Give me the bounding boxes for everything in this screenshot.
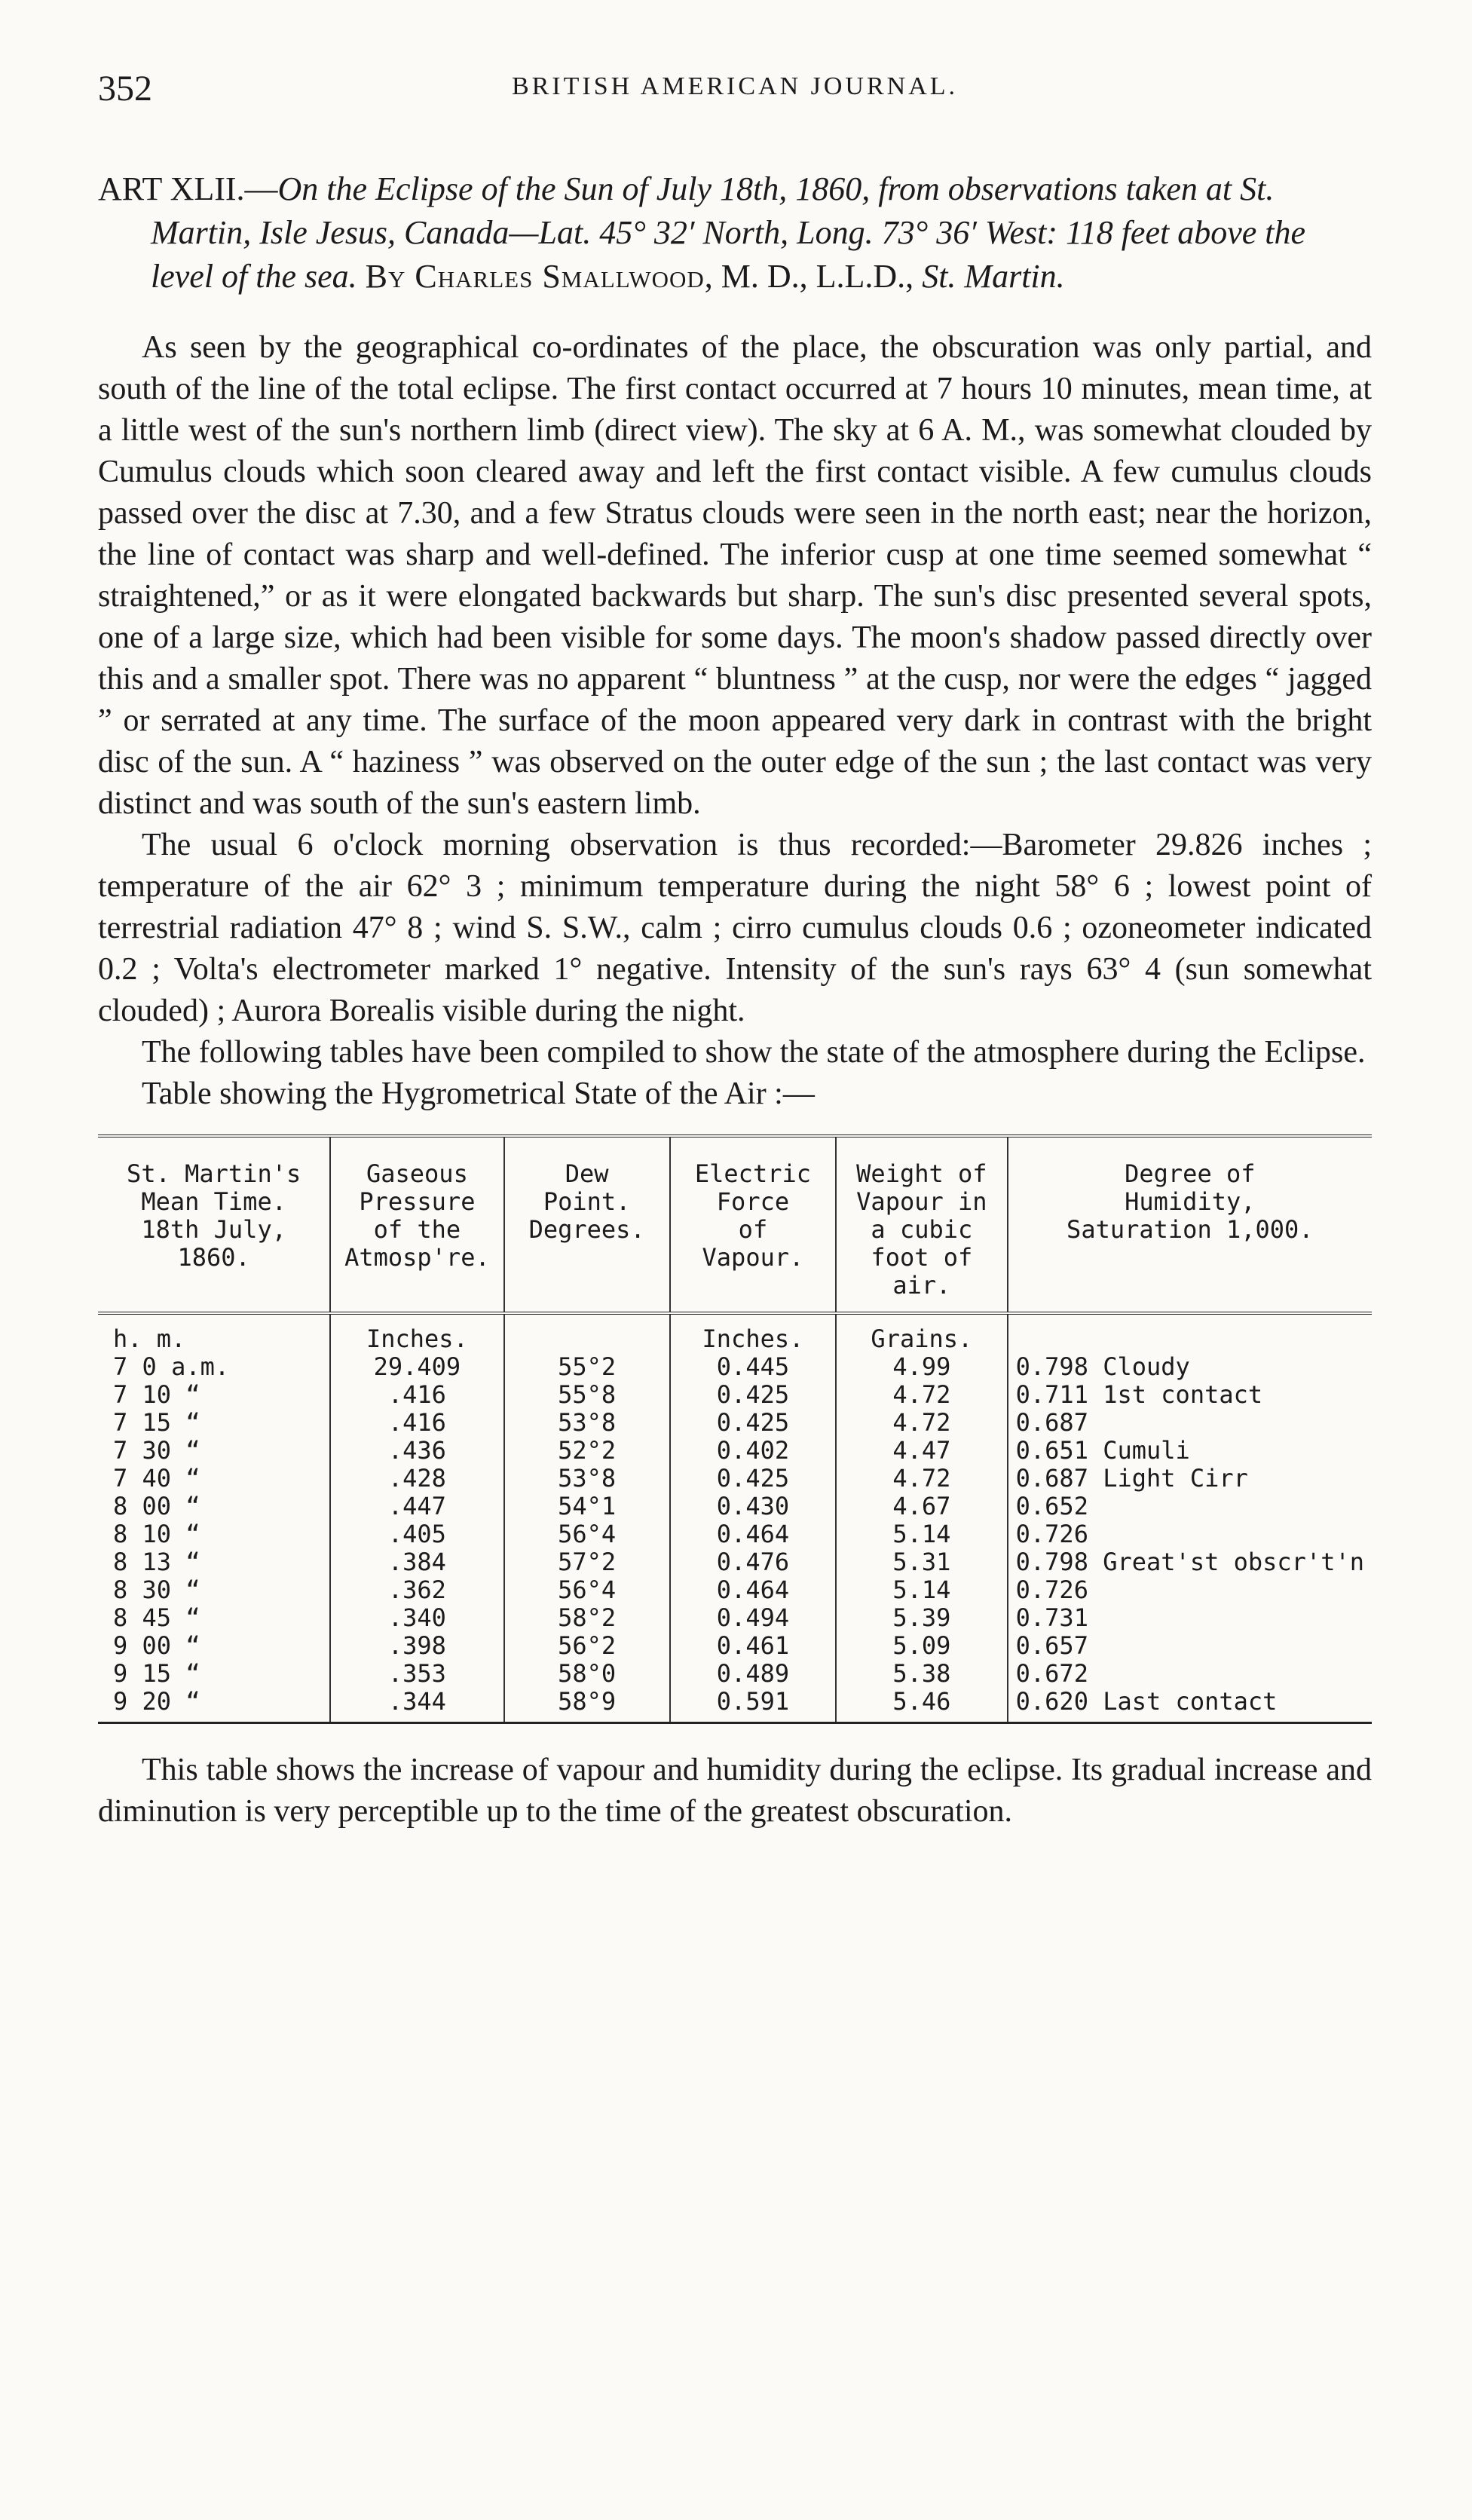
table-cell: 8 45 “ (113, 1603, 200, 1632)
col-header-gaseous-pressure: Gaseous Pressure of the Atmosp're. (330, 1136, 503, 1313)
table-cell: 55°2 (504, 1353, 670, 1381)
table-row (98, 1353, 1372, 1381)
table-cell: .353 (330, 1660, 503, 1688)
table-cell: 56°4 (504, 1520, 670, 1548)
table-cell: 0.620 Last contact (1008, 1688, 1372, 1723)
table-cell: 7 30 “ (113, 1436, 200, 1465)
table-cell: 4.67 (836, 1493, 1008, 1520)
table-cell: 0.687 Light Cirr (1008, 1465, 1372, 1493)
table-cell: 0.726 (1008, 1520, 1372, 1548)
table-cell: 0.687 (1008, 1409, 1372, 1437)
table-cell: 5.14 (836, 1576, 1008, 1604)
table-cell: 7 40 “ (113, 1464, 200, 1493)
table-cell: 0.672 (1008, 1660, 1372, 1688)
article-number: ART XLII.— (98, 170, 278, 207)
table-cell: 53°8 (504, 1409, 670, 1437)
unit-cell (504, 1313, 670, 1353)
table-cell: 0.430 (670, 1493, 836, 1520)
table-cell: 58°9 (504, 1688, 670, 1723)
table-row (98, 1493, 1372, 1520)
paragraph-tables-intro: The following tables have been compiled to show the state of the atmosphere during the Eclipse. (142, 1035, 1366, 1070)
table-cell: 0.425 (670, 1465, 836, 1493)
table-cell: 0.461 (670, 1632, 836, 1660)
table-cell: 8 13 “ (113, 1548, 200, 1576)
byline-by: By (365, 258, 415, 295)
table-cell: .436 (330, 1437, 503, 1465)
table-cell: 7 10 “ (113, 1380, 200, 1409)
table-cell: 5.31 (836, 1548, 1008, 1576)
table-row (98, 1604, 1372, 1632)
table-cell: .416 (330, 1381, 503, 1409)
table-row (98, 1409, 1372, 1437)
table-cell: 9 20 “ (113, 1687, 200, 1716)
table-cell: 7 15 “ (113, 1408, 200, 1437)
table-cell: 4.99 (836, 1353, 1008, 1381)
table-row (98, 1660, 1372, 1688)
table-cell: 58°2 (504, 1604, 670, 1632)
article-heading (98, 167, 1372, 299)
table-cell: .405 (330, 1520, 503, 1548)
table-header-row (98, 1136, 1372, 1313)
table-cell: 5.09 (836, 1632, 1008, 1660)
col-header-humidity: Degree of Humidity, Saturation 1,000. (1008, 1136, 1372, 1313)
table-cell: 0.402 (670, 1437, 836, 1465)
col-header-electric-force: Electric Force of Vapour. (670, 1136, 836, 1313)
page-number: 352 (98, 69, 152, 109)
col-header-mean-time: St. Martin's Mean Time. 18th July, 1860. (98, 1136, 330, 1313)
table-cell: 29.409 (330, 1353, 503, 1381)
col-header-vapour-weight: Weight of Vapour in a cubic foot of air. (836, 1136, 1008, 1313)
table-cell: 53°8 (504, 1465, 670, 1493)
table-cell: 56°2 (504, 1632, 670, 1660)
table-cell: 0.464 (670, 1520, 836, 1548)
col-header-dew-point: Dew Point. Degrees. (504, 1136, 670, 1313)
running-head (98, 68, 1372, 121)
table-cell: 5.14 (836, 1520, 1008, 1548)
table-cell: 4.47 (836, 1437, 1008, 1465)
table-row (98, 1576, 1372, 1604)
table-cell: 52°2 (504, 1437, 670, 1465)
table-row (98, 1548, 1372, 1576)
table-cell: 0.489 (670, 1660, 836, 1688)
table-cell: 55°8 (504, 1381, 670, 1409)
hygrometrical-table (98, 1134, 1372, 1724)
table-cell: 5.39 (836, 1604, 1008, 1632)
table-cell: 0.731 (1008, 1604, 1372, 1632)
table-cell: 57°2 (504, 1548, 670, 1576)
journal-title: BRITISH AMERICAN JOURNAL. (511, 72, 959, 100)
table-cell: 0.591 (670, 1688, 836, 1723)
table-row (98, 1520, 1372, 1548)
table-cell: 54°1 (504, 1493, 670, 1520)
author-name: Charles Smallwood (415, 258, 705, 295)
table-body (98, 1313, 1372, 1723)
article-title: On the Eclipse of the Sun of July 18th, 1860, from observations taken at St. Martin, Isle Jesus, Canada—Lat. 45° 32′ North, Long. 73° 36′ West: 118 feet above the level of the sea. (151, 170, 1306, 295)
table-cell: .344 (330, 1688, 503, 1723)
table-cell: 9 00 “ (113, 1631, 200, 1660)
table-cell: 0.798 Cloudy (1008, 1353, 1372, 1381)
author-credentials: , M. D., L.L.D., (704, 258, 923, 295)
table-row (98, 1381, 1372, 1409)
unit-cell: Inches. (330, 1313, 503, 1353)
table-cell: 5.46 (836, 1688, 1008, 1723)
unit-cell: h. m. (113, 1324, 186, 1353)
table-cell: 8 10 “ (113, 1520, 200, 1548)
table-cell: 4.72 (836, 1409, 1008, 1437)
table-cell: 5.38 (836, 1660, 1008, 1688)
table-cell: 0.494 (670, 1604, 836, 1632)
table-cell: 0.651 Cumuli (1008, 1437, 1372, 1465)
paragraph-morning-observation: The usual 6 o'clock morning observation is thus recorded:—Barometer 29.826 inches ; temperature of the air 62° 3 ; minimum temperature during the night 58° 6 ; lowest point of terrestrial radiation 47° 8 ; wind S. S.W., calm ; cirro cumulus clouds 0.6 ; ozoneometer indicated 0.2 ; Volta's electrometer marked 1° negative. Intensity of the sun's rays 63° 4 (sun somewhat clouded) ; Aurora Borealis visible during the night. (98, 828, 1372, 1028)
table-cell: 0.464 (670, 1576, 836, 1604)
table-cell: 0.711 1st contact (1008, 1381, 1372, 1409)
table-row (98, 1437, 1372, 1465)
table-row (98, 1465, 1372, 1493)
table-cell: .340 (330, 1604, 503, 1632)
unit-cell: Grains. (836, 1313, 1008, 1353)
table-cell: 4.72 (836, 1465, 1008, 1493)
table-cell: 56°4 (504, 1576, 670, 1604)
table-cell: .428 (330, 1465, 503, 1493)
unit-cell: Inches. (670, 1313, 836, 1353)
table-cell: 0.652 (1008, 1493, 1372, 1520)
table-cell: 0.425 (670, 1381, 836, 1409)
table-cell: 0.798 Great'st obscr't'n (1008, 1548, 1372, 1576)
table-cell: 4.72 (836, 1381, 1008, 1409)
paragraph-eclipse-description: As seen by the geographical co-ordinates of the place, the obscuration was only partial, and south of the line of the total eclipse. The first contact occurred at 7 hours 10 minutes, mean time, at a little west of the sun's northern limb (direct view). The sky at 6 A. M., was somewhat clouded by Cumulus clouds which soon cleared away and left the first contact visible. A few cumulus clouds passed over the disc at 7.30, and a few Stratus clouds were seen in the north east; near the horizon, the line of contact was sharp and well-defined. The inferior cusp at one time seemed somewhat “ straightened,” or as it were elongated backwards but sharp. The sun's disc presented several spots, one of a large size, which had been visible for some days. The moon's shadow passed directly over this and a smaller spot. There was no apparent “ bluntness ” at the cusp, nor were the edges “ jagged ” or serrated at any time. The surface of the moon appeared very dark in contrast with the bright disc of the sun. A “ haziness ” was observed on the outer edge of the sun ; the last contact was very distinct and was south of the sun's eastern limb. (98, 330, 1372, 821)
table-cell: 0.476 (670, 1548, 836, 1576)
table-cell: 0.445 (670, 1353, 836, 1381)
table-cell: .362 (330, 1576, 503, 1604)
table-cell: 7 0 a.m. (113, 1352, 230, 1381)
table-cell: .416 (330, 1409, 503, 1437)
table-cell: 8 00 “ (113, 1492, 200, 1520)
journal-page (98, 68, 1372, 1833)
table-units-row (98, 1313, 1372, 1353)
table-cell: 0.657 (1008, 1632, 1372, 1660)
table-cell: 9 15 “ (113, 1659, 200, 1688)
table-cell: .398 (330, 1632, 503, 1660)
table-cell: .384 (330, 1548, 503, 1576)
table-caption: Table showing the Hygrometrical State of the Air :— (142, 1076, 815, 1111)
unit-cell (1008, 1313, 1372, 1353)
table-cell: .447 (330, 1493, 503, 1520)
paragraph-table-conclusion: This table shows the increase of vapour and humidity during the eclipse. Its gradual increase and diminution is very perceptible up to the time of the greatest obscuration. (98, 1753, 1372, 1829)
table-cell: 8 30 “ (113, 1575, 200, 1604)
table-row (98, 1688, 1372, 1723)
author-place: St. Martin. (922, 258, 1065, 295)
table-row (98, 1632, 1372, 1660)
table-cell: 0.425 (670, 1409, 836, 1437)
table-cell: 0.726 (1008, 1576, 1372, 1604)
table-cell: 58°0 (504, 1660, 670, 1688)
